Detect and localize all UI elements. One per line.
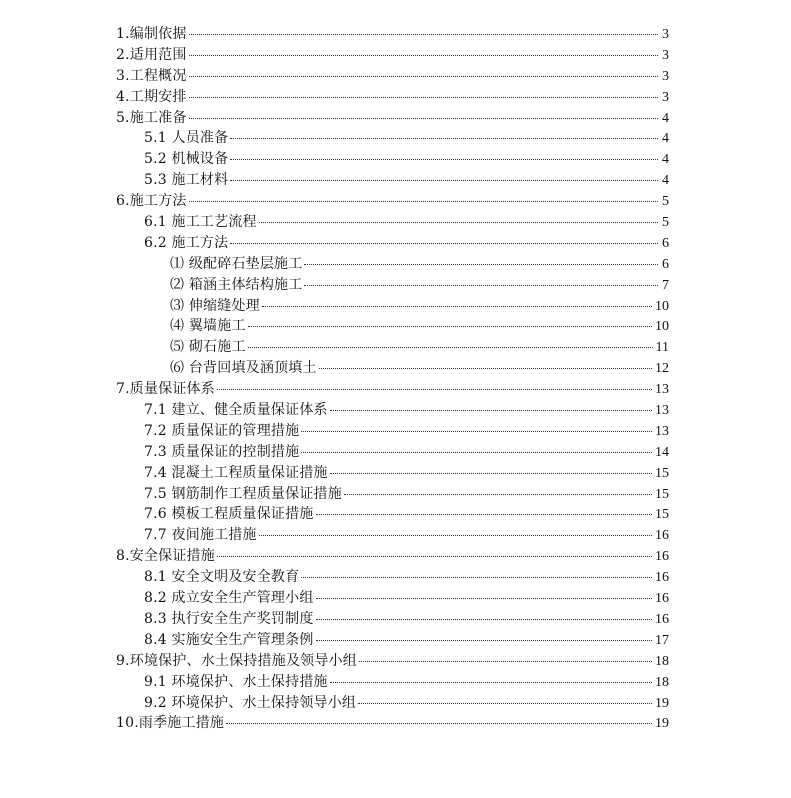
dot-leader — [316, 514, 652, 515]
toc-entry-label: 5.1 人员准备 — [144, 130, 229, 147]
dot-leader — [262, 306, 652, 307]
toc-entry-label: 2.适用范围 — [116, 46, 187, 63]
toc-page-number: 14 — [655, 444, 669, 460]
toc-entry-8-2[interactable] — [116, 588, 669, 609]
toc-page-number: 4 — [662, 152, 669, 168]
toc-entry-label: 7.1 建立、健全质量保证体系 — [144, 402, 328, 419]
toc-entry-label: ⑶ 伸缩缝处理 — [170, 297, 260, 314]
dot-leader — [226, 723, 652, 724]
toc-entry-7-2[interactable] — [116, 421, 669, 442]
toc-entry-8-4[interactable] — [116, 630, 669, 651]
toc-page-number: 19 — [655, 695, 669, 711]
dot-leader — [301, 577, 652, 578]
dot-leader — [319, 368, 652, 369]
toc-entry-label: 8.2 成立安全生产管理小组 — [144, 590, 314, 607]
dot-leader — [304, 264, 658, 265]
toc-entry-label: 7.质量保证体系 — [116, 381, 215, 398]
toc-entry-label: 5.3 施工材料 — [144, 172, 229, 189]
toc-entry-label: 5.施工准备 — [116, 109, 187, 126]
dot-leader — [230, 159, 658, 160]
dot-leader — [316, 598, 652, 599]
dot-leader — [358, 703, 652, 704]
toc-page-number: 16 — [655, 528, 669, 544]
toc-entry-5-3[interactable] — [116, 170, 669, 191]
toc-page-number: 16 — [655, 549, 669, 565]
toc-page-number: 4 — [662, 173, 669, 189]
toc-page-number: 13 — [655, 382, 669, 398]
dot-leader — [217, 389, 652, 390]
toc-entry-6-2-3[interactable] — [116, 296, 669, 317]
toc-entry-5[interactable] — [116, 108, 669, 129]
toc-entry-label: 5.2 机械设备 — [144, 151, 229, 168]
dot-leader — [330, 682, 652, 683]
dot-leader — [230, 138, 658, 139]
dot-leader — [316, 640, 652, 641]
toc-page-number: 12 — [655, 361, 669, 377]
toc-entry-8-3[interactable] — [116, 609, 669, 630]
toc-entry-label: 8.安全保证措施 — [116, 548, 215, 565]
toc-entry-3[interactable] — [116, 66, 669, 87]
toc-entry-label: 9.2 环境保护、水土保持领导小组 — [144, 694, 357, 711]
toc-entry-9-1[interactable] — [116, 672, 669, 693]
toc-entry-6[interactable] — [116, 191, 669, 212]
toc-page-number: 5 — [662, 194, 669, 210]
toc-entry-label: ⑴ 级配碎石垫层施工 — [170, 255, 303, 272]
toc-page-number: 4 — [662, 131, 669, 147]
toc-entry-7-1[interactable] — [116, 400, 669, 421]
toc-page-number: 13 — [655, 423, 669, 439]
toc-page-number: 10 — [655, 298, 669, 314]
toc-entry-label: 8.1 安全文明及安全教育 — [144, 569, 300, 586]
dot-leader — [259, 222, 658, 223]
toc-page-number: 11 — [655, 340, 669, 356]
toc-entry-label: 10.雨季施工措施 — [116, 715, 225, 732]
toc-entry-7-5[interactable] — [116, 484, 669, 505]
table-of-contents — [116, 24, 669, 734]
toc-entry-label: 7.4 混凝土工程质量保证措施 — [144, 464, 328, 481]
toc-entry-label: ⑹ 台背回填及涵顶填土 — [170, 360, 317, 377]
toc-page-number: 15 — [655, 486, 669, 502]
dot-leader — [189, 76, 658, 77]
toc-entry-label: 8.3 执行安全生产奖罚制度 — [144, 610, 314, 627]
toc-entry-6-2-1[interactable] — [116, 254, 669, 275]
toc-page-number: 7 — [662, 277, 669, 293]
toc-entry-10[interactable] — [116, 713, 669, 734]
toc-entry-label: 7.2 质量保证的管理措施 — [144, 422, 300, 439]
toc-page-number: 17 — [655, 632, 669, 648]
toc-entry-label: 7.6 模板工程质量保证措施 — [144, 506, 314, 523]
dot-leader — [217, 556, 652, 557]
dot-leader — [248, 347, 653, 348]
toc-entry-2[interactable] — [116, 45, 669, 66]
toc-page-number: 6 — [662, 256, 669, 272]
toc-entry-label: ⑸ 砌石施工 — [170, 339, 246, 356]
toc-entry-label: 1.编制依据 — [116, 26, 187, 42]
toc-entry-6-2-5[interactable] — [116, 337, 669, 358]
toc-entry-label: ⑵ 箱涵主体结构施工 — [170, 276, 303, 293]
dot-leader — [259, 535, 652, 536]
dot-leader — [230, 180, 658, 181]
toc-entry-9[interactable] — [116, 651, 669, 672]
toc-page-number: 15 — [655, 507, 669, 523]
toc-entry-label: 6.1 施工工艺流程 — [144, 214, 257, 231]
dot-leader — [189, 55, 658, 56]
toc-page-number: 6 — [662, 235, 669, 251]
toc-entry-7[interactable] — [116, 379, 669, 400]
toc-page-number: 3 — [662, 27, 669, 42]
dot-leader — [301, 431, 652, 432]
toc-entry-7-4[interactable] — [116, 463, 669, 484]
toc-entry-label: 7.7 夜间施工措施 — [144, 527, 257, 544]
toc-entry-7-6[interactable] — [116, 504, 669, 525]
toc-entry-6-2-4[interactable] — [116, 316, 669, 337]
toc-page-number: 13 — [655, 403, 669, 419]
toc-page-number: 16 — [655, 611, 669, 627]
toc-page-number: 16 — [655, 570, 669, 586]
toc-page-number: 18 — [655, 674, 669, 690]
dot-leader — [301, 452, 652, 453]
toc-entry-label: 6.2 施工方法 — [144, 234, 229, 251]
dot-leader — [189, 118, 658, 119]
toc-entry-7-7[interactable] — [116, 525, 669, 546]
toc-entry-label: 7.5 钢筋制作工程质量保证措施 — [144, 485, 342, 502]
toc-entry-5-2[interactable] — [116, 149, 669, 170]
toc-entry-6-2[interactable] — [116, 233, 669, 254]
toc-entry-6-2-6[interactable] — [116, 358, 669, 379]
toc-page-number: 3 — [662, 68, 669, 84]
toc-page-number: 5 — [662, 215, 669, 231]
toc-entry-label: 9.1 环境保护、水土保持措施 — [144, 673, 328, 690]
toc-entry-label: 8.4 实施安全生产管理条例 — [144, 631, 314, 648]
toc-entry-6-1[interactable] — [116, 212, 669, 233]
toc-entry-9-2[interactable] — [116, 693, 669, 714]
toc-entry-label: 6.施工方法 — [116, 193, 187, 210]
dot-leader — [230, 243, 658, 244]
toc-entry-label: 9.环境保护、水土保持措施及领导小组 — [116, 652, 357, 669]
toc-entry-label: 3.工程概况 — [116, 67, 187, 84]
toc-entry-label: 4.工期安排 — [116, 88, 187, 105]
toc-page-number: 15 — [655, 465, 669, 481]
toc-page-number: 4 — [662, 110, 669, 126]
toc-entry-5-1[interactable] — [116, 128, 669, 149]
toc-page-number: 19 — [655, 716, 669, 732]
dot-leader — [248, 326, 652, 327]
toc-entry-4[interactable] — [116, 87, 669, 108]
dot-leader — [304, 285, 658, 286]
dot-leader — [330, 410, 652, 411]
toc-page-number: 3 — [662, 47, 669, 63]
toc-page-number: 18 — [655, 653, 669, 669]
dot-leader — [189, 34, 658, 35]
dot-leader — [330, 473, 652, 474]
dot-leader — [316, 619, 652, 620]
toc-entry-6-2-2[interactable] — [116, 275, 669, 296]
dot-leader — [359, 661, 652, 662]
dot-leader — [189, 97, 658, 98]
toc-entry-label: 7.3 质量保证的控制措施 — [144, 443, 300, 460]
dot-leader — [344, 494, 652, 495]
toc-page-number: 16 — [655, 591, 669, 607]
toc-entry-1[interactable] — [116, 24, 669, 45]
toc-entry-label: ⑷ 翼墙施工 — [170, 318, 246, 335]
toc-page-number: 3 — [662, 89, 669, 105]
toc-page-number: 10 — [655, 319, 669, 335]
toc-entry-8-1[interactable] — [116, 567, 669, 588]
toc-entry-7-3[interactable] — [116, 442, 669, 463]
dot-leader — [189, 201, 658, 202]
toc-entry-8[interactable] — [116, 546, 669, 567]
